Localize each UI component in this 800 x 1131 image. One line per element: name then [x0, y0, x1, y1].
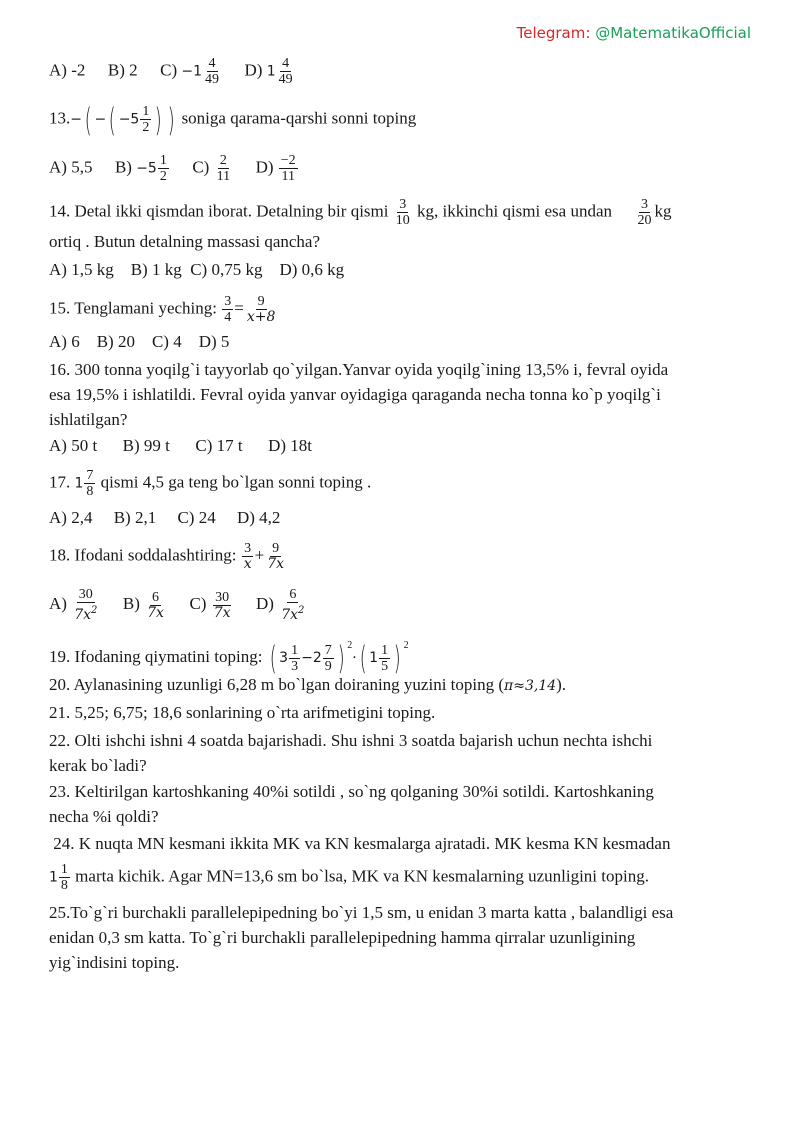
q16-line2: esa 19,5% i ishlatildi. Fevral oyida yanvar oyidagiga qaraganda necha tonna ko`p yoqilg`i	[49, 385, 661, 404]
q12-option-b: B) 2	[107, 60, 138, 80]
q12-option-d: D)	[244, 60, 263, 80]
q13-text: soniga qarama-qarshi sonni toping	[181, 108, 417, 128]
q13-fraction: $\frac{1}{2}$	[142, 104, 150, 135]
q15-answers: A) 6 B) 20 C) 4 D) 5	[49, 332, 230, 351]
q12-option-c: C)	[160, 60, 178, 80]
q24-line2: 1 $\frac{1}{8}$ marta kichik. Agar MN=13,6 sm bo`lsa, MK va KN kesmalarning uzunligini toping.	[49, 862, 649, 893]
telegram-handle[interactable]: @MatematikaOfficial	[595, 24, 751, 42]
q17-question: 17. 1 $\frac{7}{8}$ qismi 4,5 ga teng bo`lgan sonni toping .	[49, 468, 372, 499]
q17-answers: A) 2,4 B) 2,1 C) 24 D) 4,2	[49, 508, 281, 527]
q21-question: 21. 5,25; 6,75; 18,6 sonlarining o`rta arifmetigini toping.	[49, 703, 436, 722]
q14-text-line2: ortiq . Butun detalning massasi qancha?	[49, 232, 320, 251]
q12-answers: A) -2 B) 2 C) −1 $\frac{4}{49}$ D) 1 $\frac{4}{49}$	[49, 56, 293, 87]
q18-answers: A) $\frac{30}{7x^2}$ B) $\frac{6}{7x}$ C) $\frac{30}{7x}$ D) $\frac{6}{7x^2}$	[49, 587, 305, 623]
q23-line1: 23. Keltirilgan kartoshkaning 40%i sotildi , so`ng qolganing 30%i sotildi. Kartoshkaning	[49, 782, 654, 801]
q12-c-fraction: $\frac{4}{49}$	[205, 56, 219, 87]
q14-question: 14. Detal ikki qismdan iborat. Detalning bir qismi $\frac{3}{10}$ kg, ikkinchi qismi esa undan $\frac{3}{20}$ kg	[49, 197, 672, 228]
q14-answers: A) 1,5 kg B) 1 kg C) 0,75 kg D) 0,6 kg	[49, 260, 345, 279]
q12-d-fraction: $\frac{4}{49}$	[278, 56, 293, 87]
q16-answers: A) 50 t B) 99 t C) 17 t D) 18t	[49, 436, 313, 455]
q20-question: 20. Aylanasining uzunligi 6,28 m bo`lgan doiraning yuzini toping (π≈3,14).	[49, 675, 567, 694]
q24-line1: 24. K nuqta MN kesmani ikkita MK va KN kesmalarga ajratadi. MK kesma KN kesmadan	[49, 834, 671, 853]
telegram-header	[517, 24, 751, 42]
q13-question: 13.−( −( −5 $\frac{1}{2}$ ) ) soniga qarama-qarshi sonni toping	[49, 100, 417, 139]
q12-option-a: A) -2	[49, 60, 86, 80]
telegram-label: Telegram:	[516, 24, 591, 42]
q19-question: 19. Ifodaning qiymatini toping: ( 3 $\frac{1}{3}$ −2 $\frac{7}{9}$ ) $^2$·( 1 $\frac{1}{5}$ ) $^2$	[49, 639, 409, 678]
q25-line1: 25.To`g`ri burchakli parallelepipedning bo`yi 1,5 sm, u enidan 3 marta katta , balandligi esa	[49, 903, 674, 922]
q25-line2: enidan 0,3 sm katta. To`g`ri burchakli parallelepipedning hamma qirralar uzunligining	[49, 928, 636, 947]
q16-line3: ishlatilgan?	[49, 410, 128, 429]
q22-line2: kerak bo`ladi?	[49, 756, 147, 775]
q25-line3: yig`indisini toping.	[49, 953, 180, 972]
q18-question: 18. Ifodani soddalashtiring: $\frac{3}{x}$ + $\frac{9}{7x}$	[49, 541, 285, 572]
q23-line2: necha %i qoldi?	[49, 807, 159, 826]
q13-answers: A) 5,5 B) −5 $\frac{1}{2}$ C) $\frac{2}{11}$ D) $\frac{-2}{11}$	[49, 153, 296, 184]
q15-question: 15. Tenglamani yeching: $\frac{3}{4}$ = $\frac{9}{x+8}$	[49, 294, 276, 325]
q22-line1: 22. Olti ishchi ishni 4 soatda bajarishadi. Shu ishni 3 soatda bajarish uchun nechta ishchi	[49, 731, 653, 750]
q16-line1: 16. 300 tonna yoqilg`i tayyorlab qo`yilgan.Yanvar oyida yoqilg`ining 13,5% i, fevral oyida	[49, 360, 669, 379]
